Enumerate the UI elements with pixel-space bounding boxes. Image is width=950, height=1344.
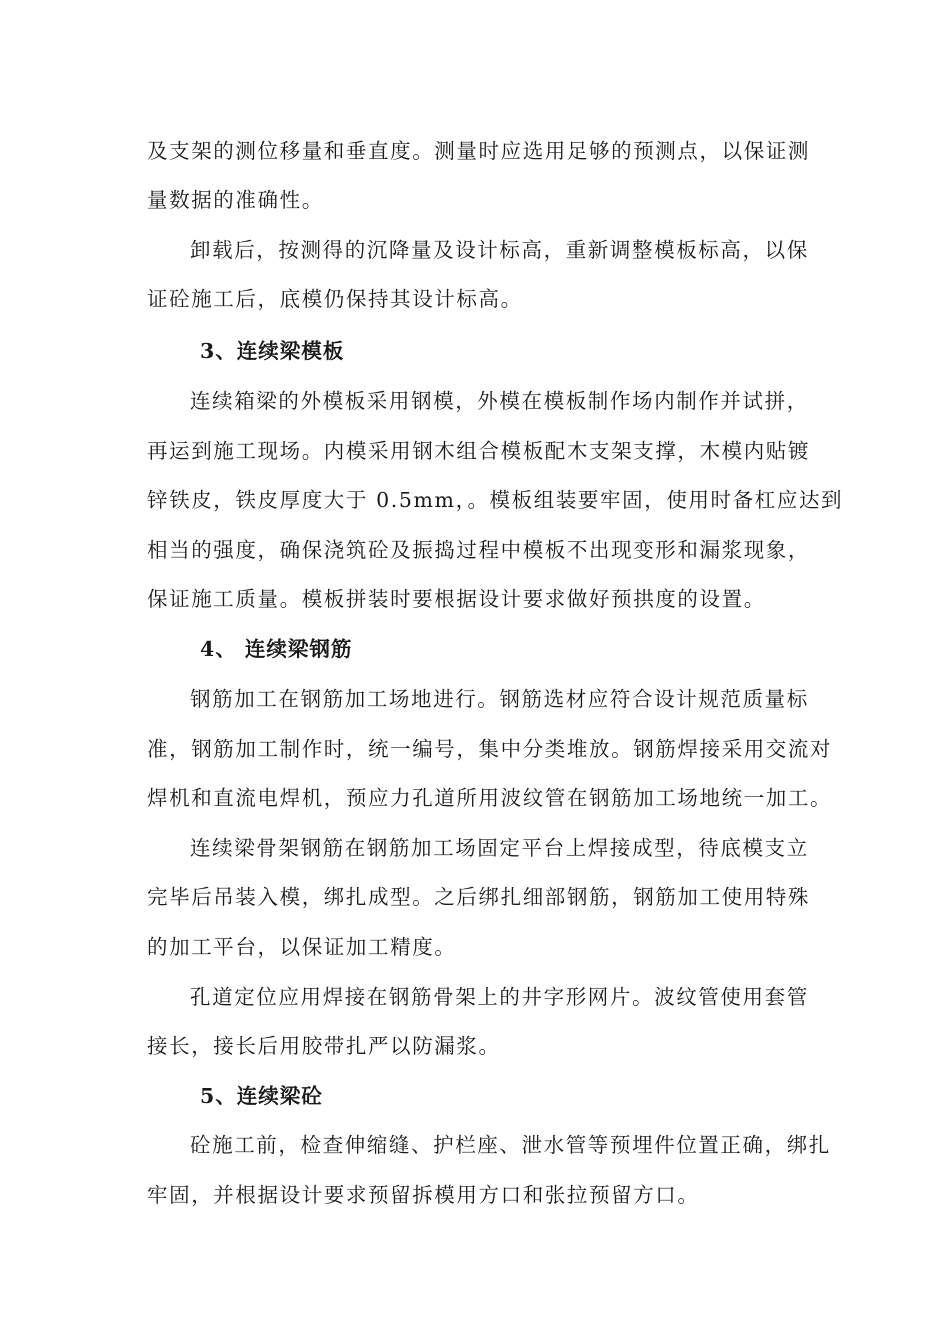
- section-heading-3: 3、连续梁模板: [200, 339, 345, 363]
- text-line: 证砼施工后，底模仍保持其设计标高。: [147, 287, 523, 311]
- text-line: 完毕后吊装入模，绑扎成型。之后绑扎细部钢筋，钢筋加工使用特殊: [147, 885, 810, 909]
- text-line: 量数据的准确性。: [147, 188, 324, 212]
- text-line: 卸载后，按测得的沉降量及设计标高，重新调整模板标高，以保: [190, 238, 809, 262]
- text-line: 连续梁骨架钢筋在钢筋加工场固定平台上焊接成型，待底模支立: [190, 836, 809, 860]
- text-line: 锌铁皮，铁皮厚度大于 0.5mm，。模板组装要牢固，使用时备杠应达到: [147, 488, 844, 512]
- section-heading-5: 5、连续梁砼: [200, 1084, 323, 1108]
- text-line: 相当的强度，确保浇筑砼及振捣过程中模板不出现变形和漏浆现象，: [147, 538, 810, 562]
- text-line: 孔道定位应用焊接在钢筋骨架上的井字形网片。波纹管使用套管: [190, 985, 809, 1009]
- text-line: 牢固，并根据设计要求预留拆模用方口和张拉预留方口。: [147, 1183, 700, 1207]
- text-line: 砼施工前，检查伸缩缝、护栏座、泄水管等预埋件位置正确，绑扎: [190, 1133, 831, 1157]
- text-line: 保证施工质量。模板拼装时要根据设计要求做好预拱度的设置。: [147, 587, 766, 611]
- text-line: 准，钢筋加工制作时，统一编号，集中分类堆放。钢筋焊接采用交流对: [147, 737, 833, 761]
- text-line: 焊机和直流电焊机，预应力孔道所用波纹管在钢筋加工场地统一加工。: [147, 786, 833, 810]
- text-line: 钢筋加工在钢筋加工场地进行。钢筋选材应符合设计规范质量标: [190, 687, 809, 711]
- text-line: 再运到施工现场。内模采用钢木组合模板配木支架支撑，木模内贴镀: [147, 439, 810, 463]
- section-heading-4: 4、 连续梁钢筋: [200, 637, 353, 661]
- text-line: 及支架的测位移量和垂直度。测量时应选用足够的预测点，以保证测: [147, 139, 810, 163]
- text-line: 接长，接长后用胶带扎严以防漏浆。: [147, 1034, 501, 1058]
- text-line: 连续箱梁的外模板采用钢模，外模在模板制作场内制作并试拼，: [190, 389, 809, 413]
- text-line: 的加工平台，以保证加工精度。: [147, 935, 457, 959]
